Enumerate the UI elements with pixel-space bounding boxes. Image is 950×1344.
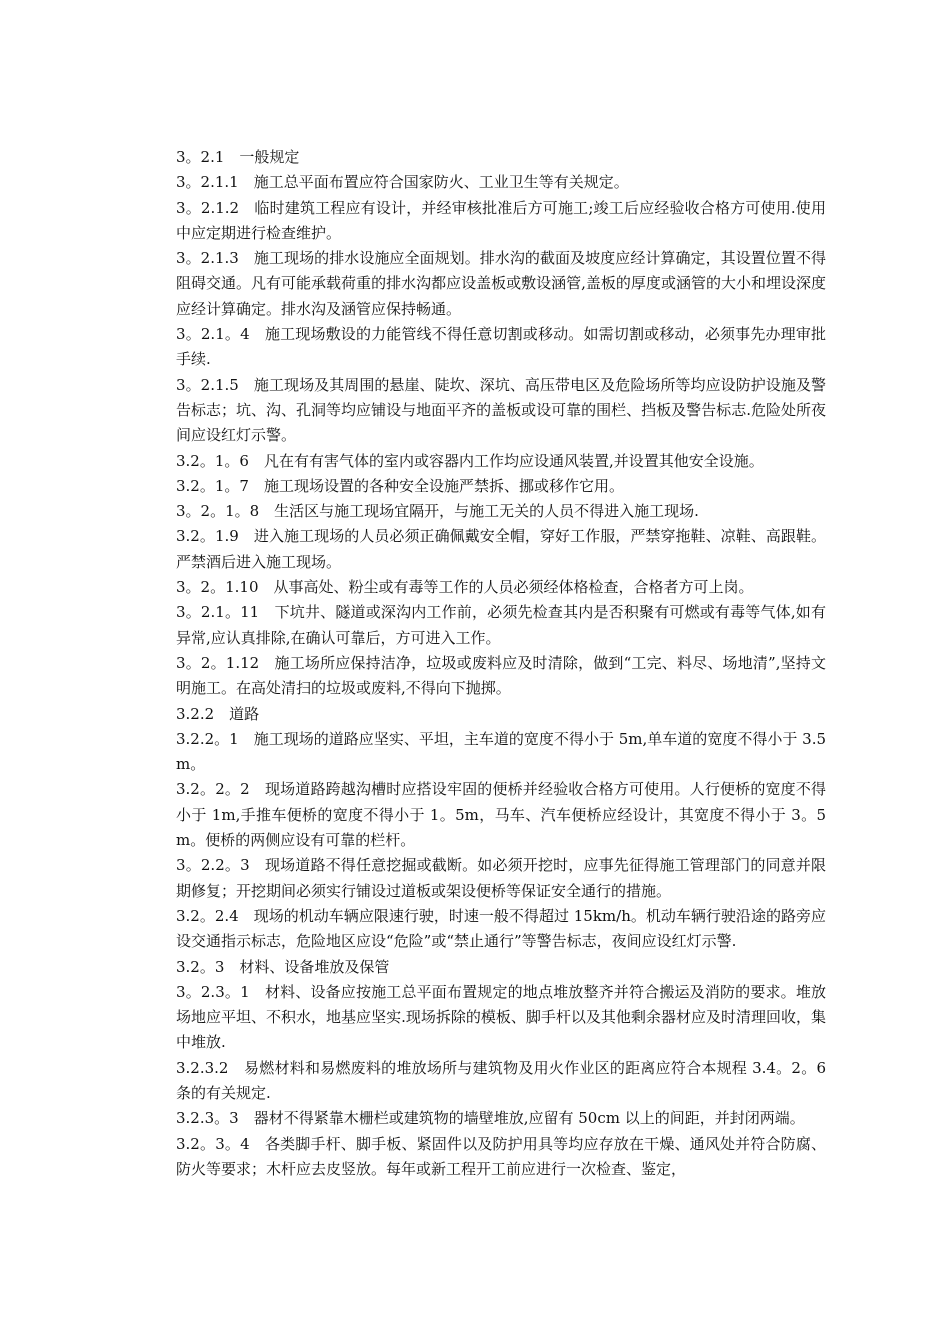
- clause-3-2-2-3: 3。2.2。3 现场道路不得任意挖掘或截断。如必须开挖时，应事先征得施工管理部门的同意并限期修复；开挖期间必须实行铺设过道板或架设便桥等保证安全通行的措施。: [176, 856, 826, 900]
- clause-3-2-1-11: 3。2.1。11 下坑井、隧道或深沟内工作前，必须先检查其内是否积聚有可燃或有毒等气体,如有异常,应认真排除,在确认可靠后，方可进入工作。: [176, 603, 826, 647]
- clause-3-2-3-1: 3。2.3。1 材料、设备应按施工总平面布置规定的地点堆放整齐并符合搬运及消防的要求。堆放场地应平坦、不积水，地基应坚实.现场拆除的模板、脚手杆以及其他剩余器材应及时清理回收，集中堆放.: [176, 982, 826, 1052]
- clause-3-2-3-3: 3.2.3。3 器材不得紧靠木栅栏或建筑物的墙壁堆放,应留有 50cm 以上的间距，并封闭两端。: [176, 1109, 805, 1128]
- clause-3-2-1-1: 3。2.1.1 施工总平面布置应符合国家防火、工业卫生等有关规定。: [176, 173, 629, 192]
- clause-3-2-2-1: 3.2.2。1 施工现场的道路应坚实、平坦，主车道的宽度不得小于 5m,单车道的宽度不得小于 3.5m。: [176, 729, 826, 774]
- section-heading-3-2-2: 3.2.2 道路: [176, 704, 260, 723]
- clause-3-2-1-9: 3.2。1.9 进入施工现场的人员必须正确佩戴安全帽，穿好工作服，严禁穿拖鞋、凉鞋、高跟鞋。严禁酒后进入施工现场。: [176, 527, 826, 571]
- clause-3-2-3-2: 3.2.3.2 易燃材料和易燃废料的堆放场所与建筑物及用火作业区的距离应符合本规程 3.4。2。6 条的有关规定.: [176, 1058, 826, 1102]
- clause-3-2-1-3: 3。2.1.3 施工现场的排水设施应全面规划。排水沟的截面及坡度应经计算确定，其设置位置不得阻碍交通。凡有可能承载荷重的排水沟都应设盖板或敷设涵管,盖板的厚度或涵管的大小和埋设深度应经计算确定。排水沟及涵管应保持畅通。: [176, 249, 826, 318]
- clause-3-2-1-2: 3。2.1.2 临时建筑工程应有设计，并经审核批准后方可施工;竣工后应经验收合格方可使用.使用中应定期进行检查维护。: [176, 198, 826, 242]
- document-body: [176, 145, 826, 1182]
- clause-3-2-3-4: 3.2。3。4 各类脚手杆、脚手板、紧固件以及防护用具等均应存放在干燥、通风处并符合防腐、防火等要求；木杆应去皮竖放。每年或新工程开工前应进行一次检查、鉴定，: [176, 1134, 826, 1178]
- clause-3-2-2-2: 3.2。2。2 现场道路跨越沟槽时应搭设牢固的便桥并经验收合格方可使用。人行便桥的宽度不得小于 1m,手推车便桥的宽度不得小于 1。5m，马车、汽车便桥应经设计，其宽度不得小于 3。5m。便桥的两侧应设有可靠的栏杆。: [176, 780, 826, 850]
- clause-3-2-1-7: 3.2。1。7 施工现场设置的各种安全设施严禁拆、挪或移作它用。: [176, 476, 624, 495]
- clause-3-2-1-10: 3。2。1.10 从事高处、粉尘或有毒等工作的人员必须经体格检查，合格者方可上岗。: [176, 578, 754, 597]
- clause-3-2-1-12: 3。2。1.12 施工场所应保持洁净，垃圾或废料应及时清除，做到“工完、料尽、场地清”,坚持文明施工。在高处清扫的垃圾或废料,不得向下抛掷。: [176, 653, 826, 698]
- section-heading-3-2-1: 3。2.1 一般规定: [176, 148, 300, 166]
- clause-3-2-1-8: 3。2。1。8 生活区与施工现场宜隔开，与施工无关的人员不得进入施工现场.: [176, 502, 699, 521]
- clause-3-2-2-4: 3.2。2.4 现场的机动车辆应限速行驶，时速一般不得超过 15km/h。机动车辆行驶沿途的路旁应设交通指示标志，危险地区应设“危险”或“禁止通行”等警告标志，夜间应设红灯示警.: [176, 906, 826, 951]
- clause-3-2-1-4: 3。2.1。4 施工现场敷设的力能管线不得任意切割或移动。如需切割或移动，必须事先办理审批手续.: [176, 325, 826, 369]
- clause-3-2-1-6: 3.2。1。6 凡在有有害气体的室内或容器内工作均应设通风装置,并设置其他安全设施。: [176, 451, 764, 470]
- section-heading-3-2-3: 3.2。3 材料、设备堆放及保管: [176, 957, 390, 976]
- clause-3-2-1-5: 3。2.1.5 施工现场及其周围的悬崖、陡坎、深坑、高压带电区及危险场所等均应设防护设施及警告标志；坑、沟、孔洞等均应铺设与地面平齐的盖板或设可靠的围栏、挡板及警告标志.危险处所夜间应设红灯示警。: [176, 375, 826, 445]
